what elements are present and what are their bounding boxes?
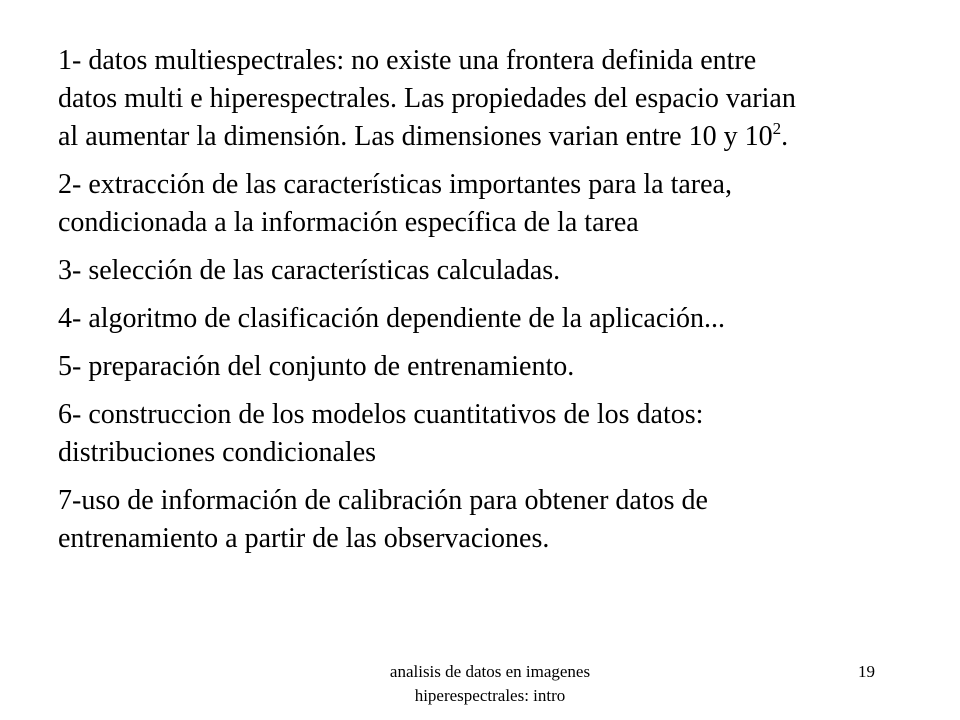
list-item-line: distribuciones condicionales [58,437,377,468]
list-item [58,42,918,156]
numbered-list [58,42,918,568]
list-item [58,166,918,242]
page-number: 19 [858,662,875,681]
list-item-line: 4- algoritmo de clasificación dependiente de la aplicación... [58,303,726,334]
footer-title-line: analisis de datos en imagenes [389,662,591,681]
sentence-end: . [781,121,789,152]
exponent: 2 [772,119,782,138]
list-item-line: 1- datos multiespectrales: no existe una frontera definida entre [58,45,757,76]
list-item [58,396,918,472]
list-item-line [58,118,918,156]
list-item-line: condicionada a la información específica de la tarea [58,207,639,238]
list-item [58,252,918,290]
list-item [58,300,918,338]
list-item [58,348,918,386]
list-item-line: 3- selección de las características calculadas. [58,255,561,286]
list-item-text: al aumentar la dimensión. Las dimensiones varian entre 10 y 10 [58,121,773,152]
list-item-line: 2- extracción de las características importantes para la tarea, [58,169,732,200]
list-item-line: entrenamiento a partir de las observaciones. [58,523,550,554]
list-item-line: datos multi e hiperespectrales. Las propiedades del espacio varian [58,83,796,114]
list-item-line: 6- construccion de los modelos cuantitativos de los datos: [58,399,704,430]
list-item-line: 7-uso de información de calibración para obtener datos de [58,485,708,516]
slide-footer [340,660,640,708]
list-item-line: 5- preparación del conjunto de entrenamiento. [58,351,575,382]
footer-title-line: hiperespectrales: intro [414,686,566,705]
list-item [58,482,918,558]
